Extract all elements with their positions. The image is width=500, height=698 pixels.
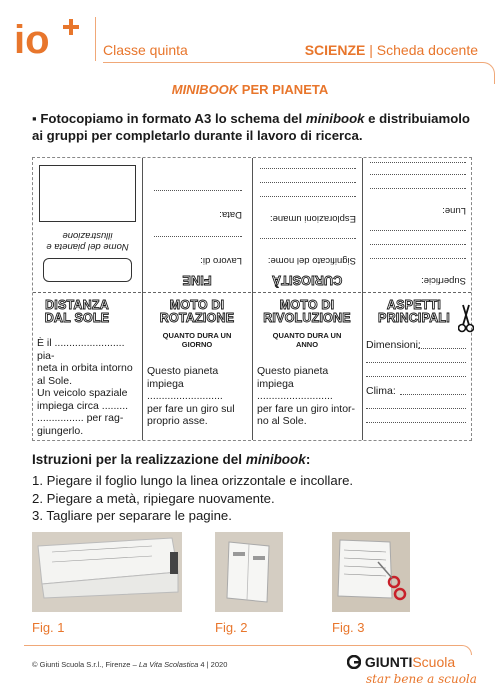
io-plus-logo <box>14 18 84 62</box>
illustration-box <box>39 165 136 222</box>
intro-before: ▪ Fotocopiamo in formato A3 lo schema del <box>32 111 306 126</box>
intro-paragraph <box>32 110 472 144</box>
title-rest: PER PIANETA <box>238 82 329 97</box>
moons-label: Lune: <box>442 205 466 216</box>
folded-booklet-image <box>215 532 283 612</box>
date-label: Data: <box>219 209 242 220</box>
revolution-title: MOTO DI RIVOLUZIONE <box>263 298 351 325</box>
brand-giunti: GIUNTI <box>364 654 413 670</box>
text-line: impiega circa ......... <box>37 399 129 412</box>
revolution-page <box>252 293 362 441</box>
end-page <box>142 158 252 292</box>
g-logo-icon <box>347 655 361 669</box>
intro-italic: minibook <box>305 111 365 126</box>
text-line: no al Sole. <box>257 415 307 427</box>
surface-label: Superficie: <box>421 275 466 286</box>
logo-text: io <box>14 18 50 62</box>
dotted-line <box>154 190 242 200</box>
step-item: 1. Piegare il foglio lungo la linea orizzontale e incollare. <box>32 473 354 488</box>
curiosity-page <box>252 158 362 292</box>
figure-caption: Fig. 1 <box>32 620 65 635</box>
text-line: Questo pianeta <box>257 365 329 377</box>
footer-copyright <box>32 660 227 669</box>
dotted-line <box>366 353 466 363</box>
distance-page <box>33 293 142 441</box>
title-italic: MINIBOOK <box>171 82 239 97</box>
features-title: ASPETTI PRINCIPALI <box>378 298 450 325</box>
text-line: Questo pianeta <box>147 365 219 377</box>
distance-title: DISTANZA DAL SOLE <box>44 298 110 325</box>
name-meaning-label: Significato del nome: <box>267 255 356 266</box>
figure-caption: Fig. 2 <box>215 620 248 635</box>
header-rule-corner <box>483 62 495 84</box>
explorations-label: Esplorazioni umane: <box>269 213 356 224</box>
dotted-line <box>260 182 356 192</box>
subject: SCIENZE <box>304 42 366 58</box>
dimensions-label: Dimensioni: <box>366 339 421 351</box>
text-line: giungerlo. <box>37 424 84 437</box>
header-rule <box>103 62 483 63</box>
revolution-text <box>257 365 361 428</box>
rotation-title: MOTO DI ROTAZIONE <box>159 298 235 325</box>
text-line: neta in orbita intorno <box>37 362 133 374</box>
text-line: impiega .......................... <box>147 377 223 402</box>
dotted-line <box>370 244 466 254</box>
issue: 4 | 2020 <box>198 660 228 669</box>
dotted-line <box>260 168 356 178</box>
dotted-line <box>418 339 466 349</box>
figure-caption: Fig. 3 <box>332 620 365 635</box>
copyright: © Giunti Scuola S.r.l., Firenze – <box>32 660 139 669</box>
dotted-line <box>366 367 466 377</box>
dotted-line <box>370 188 466 198</box>
dotted-line <box>370 162 466 172</box>
dotted-line <box>154 236 242 246</box>
text-line: proprio asse. <box>147 415 208 427</box>
curiosity-title: CURIOSITÀ <box>271 273 343 287</box>
instruction-steps <box>32 472 353 525</box>
minibook-scheme <box>32 157 472 441</box>
header-separator: | <box>369 42 373 58</box>
step-item: 2. Piegare a metà, ripiegare nuovamente. <box>32 490 275 506</box>
dotted-line <box>366 413 466 423</box>
plus-icon <box>62 18 80 36</box>
sheet-type: Scheda docente <box>376 42 478 58</box>
dotted-line <box>260 238 356 248</box>
dotted-line <box>370 230 466 240</box>
header-divider <box>95 17 96 61</box>
cut-pages-image <box>332 532 410 612</box>
text-line: al Sole. <box>37 374 73 387</box>
cover-page <box>33 158 142 292</box>
footer-rule-corner <box>462 645 472 655</box>
subject-header <box>305 42 478 58</box>
brand-scuola: Scuola <box>412 654 456 670</box>
dotted-line <box>370 258 466 268</box>
details-page <box>362 158 472 292</box>
distance-text <box>37 337 141 437</box>
fold-photo-2 <box>215 532 283 612</box>
fold-photo-1 <box>32 532 182 612</box>
title-label-box <box>43 258 132 282</box>
class-label: Classe quinta <box>103 42 188 58</box>
text-line: ................ per rag- <box>37 412 124 424</box>
scissors-icon <box>458 303 474 333</box>
text-line: impiega .......................... <box>257 377 333 402</box>
instructions-title <box>32 452 310 467</box>
text-line: per fare un giro sul <box>147 402 235 415</box>
intro-after: e distribuiamolo ai gruppi per completarlo durante il lavoro di ricerca. <box>32 111 470 143</box>
giunti-scuola-logo <box>347 654 455 670</box>
instr-before: Istruzioni per la realizzazione del <box>32 452 246 467</box>
footer-rule <box>24 645 462 646</box>
climate-label: Clima: <box>366 385 396 397</box>
folded-sheet-image <box>32 532 182 612</box>
end-title: FINE <box>182 273 212 287</box>
dotted-line <box>370 174 466 184</box>
step-item: 3. Tagliare per separare le pagine. <box>32 508 232 523</box>
brand-tagline: star bene a scuola <box>366 672 477 686</box>
instr-after: : <box>305 452 311 467</box>
magazine-name: La Vita Scolastica <box>138 660 199 669</box>
revolution-subtitle: QUANTO DURA UN ANNO <box>272 331 342 349</box>
rotation-subtitle: QUANTO DURA UN GIORNO <box>162 331 232 349</box>
features-page <box>362 293 472 441</box>
fold-photo-3 <box>332 532 410 612</box>
cover-caption: Nome del pianeta e illustrazione <box>46 230 129 252</box>
text-line: per fare un giro intor- <box>257 402 356 415</box>
dotted-line <box>260 196 356 206</box>
page-title <box>0 82 500 97</box>
dotted-line <box>366 399 466 409</box>
text-line: Un veicolo spaziale <box>37 387 128 399</box>
rotation-page <box>142 293 252 441</box>
work-by-label: Lavoro di: <box>200 255 242 266</box>
text-line: È il ........................ pia- <box>37 337 125 362</box>
rotation-text <box>147 365 251 428</box>
instr-italic: minibook <box>245 452 306 467</box>
dotted-line <box>400 385 466 395</box>
